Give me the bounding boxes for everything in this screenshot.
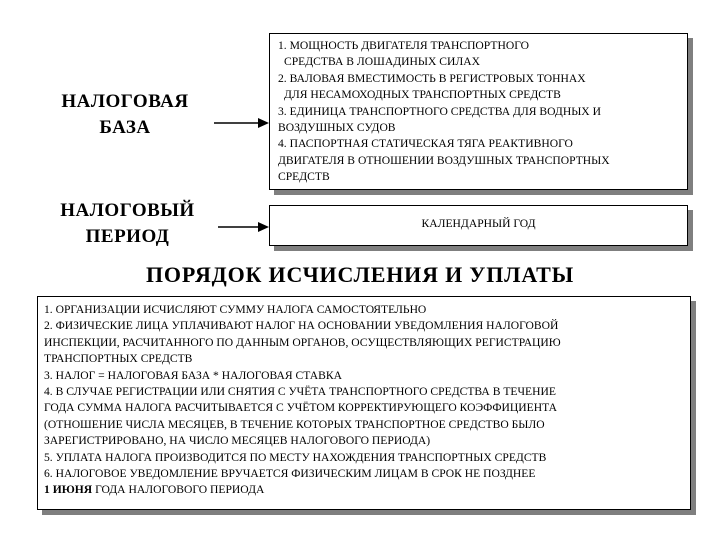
tax-period-label-line2: ПЕРИОД xyxy=(85,226,170,247)
order-line-last xyxy=(44,482,684,498)
tax-period-box xyxy=(269,205,688,246)
tax-base-item: 4. ПАСПОРТНАЯ СТАТИЧЕСКАЯ ТЯГА РЕАКТИВНОГО xyxy=(278,137,573,151)
tax-period-label xyxy=(40,198,215,250)
order-line: 3. НАЛОГ = НАЛОГОВАЯ БАЗА * НАЛОГОВАЯ СТАВКА xyxy=(44,368,342,382)
order-line: 5. УПЛАТА НАЛОГА ПРОИЗВОДИТСЯ ПО МЕСТУ НАХОЖДЕНИЯ ТРАНСПОРТНЫХ СРЕДСТВ xyxy=(44,450,547,464)
tax-period-label-line1: НАЛОГОВЫЙ xyxy=(60,200,195,221)
tax-base-label xyxy=(40,89,210,141)
tax-base-item: ДЛЯ НЕСАМОХОДНЫХ ТРАНСПОРТНЫХ СРЕДСТВ xyxy=(284,88,561,102)
order-line: ГОДА СУММА НАЛОГА РАСЧИТЫВАЕТСЯ С УЧЁТОМ КОРРЕКТИРУЮЩЕГО КОЭФФИЦИЕНТА xyxy=(44,401,557,415)
order-heading: ПОРЯДОК ИСЧИСЛЕНИЯ И УПЛАТЫ xyxy=(146,262,574,287)
order-line: ЗАРЕГИСТРИРОВАНО, НА ЧИСЛО МЕСЯЦЕВ НАЛОГОВОГО ПЕРИОДА) xyxy=(44,434,431,448)
order-line: (ОТНОШЕНИЕ ЧИСЛА МЕСЯЦЕВ, В ТЕЧЕНИЕ КОТОРЫХ ТРАНСПОРТНОЕ СРЕДСТВО БЫЛО xyxy=(44,417,545,431)
tax-base-box xyxy=(269,33,688,190)
tax-base-item: ВОЗДУШНЫХ СУДОВ xyxy=(278,121,396,135)
order-deadline-rest: ГОДА НАЛОГОВОГО ПЕРИОДА xyxy=(92,483,265,497)
tax-base-label-line2: БАЗА xyxy=(99,117,151,138)
tax-base-item: СРЕДСТВА В ЛОШАДИНЫХ СИЛАХ xyxy=(284,55,480,69)
order-line: ТРАНСПОРТНЫХ СРЕДСТВ xyxy=(44,352,193,366)
order-line: 4. В СЛУЧАЕ РЕГИСТРАЦИИ ИЛИ СНЯТИЯ С УЧЁТА ТРАНСПОРТНОГО СРЕДСТВА В ТЕЧЕНИЕ xyxy=(44,385,556,399)
order-line: 6. НАЛОГОВОЕ УВЕДОМЛЕНИЕ ВРУЧАЕТСЯ ФИЗИЧЕСКИМ ЛИЦАМ В СРОК НЕ ПОЗДНЕЕ xyxy=(44,467,536,481)
tax-base-item: 2. ВАЛОВАЯ ВМЕСТИМОСТЬ В РЕГИСТРОВЫХ ТОННАХ xyxy=(278,71,586,85)
arrow-right-icon xyxy=(218,221,270,233)
tax-base-item: 1. МОЩНОСТЬ ДВИГАТЕЛЯ ТРАНСПОРТНОГО xyxy=(278,39,530,52)
tax-base-item: ДВИГАТЕЛЯ В ОТНОШЕНИИ ВОЗДУШНЫХ ТРАНСПОРТНЫХ xyxy=(278,153,610,167)
order-line: 2. ФИЗИЧЕСКИЕ ЛИЦА УПЛАЧИВАЮТ НАЛОГ НА ОСНОВАНИИ УВЕДОМЛЕНИЯ НАЛОГОВОЙ xyxy=(44,319,559,333)
order-box xyxy=(37,296,691,510)
order-deadline-date: 1 ИЮНЯ xyxy=(44,483,93,497)
tax-base-label-line1: НАЛОГОВАЯ xyxy=(61,91,189,112)
tax-period-value: КАЛЕНДАРНЫЙ ГОД xyxy=(421,217,536,230)
order-line: 1. ОРГАНИЗАЦИИ ИСЧИСЛЯЮТ СУММУ НАЛОГА САМОСТОЯТЕЛЬНО xyxy=(44,303,427,316)
tax-base-item: СРЕДСТВ xyxy=(278,170,330,184)
order-line: ИНСПЕКЦИИ, РАСЧИТАННОГО ПО ДАННЫМ ОРГАНОВ, ОСУЩЕСТВЛЯЮЩИХ РЕГИСТРАЦИЮ xyxy=(44,335,561,349)
arrow-right-icon xyxy=(214,117,270,129)
tax-base-item: 3. ЕДИНИЦА ТРАНСПОРТНОГО СРЕДСТВА ДЛЯ ВОДНЫХ И xyxy=(278,104,601,118)
